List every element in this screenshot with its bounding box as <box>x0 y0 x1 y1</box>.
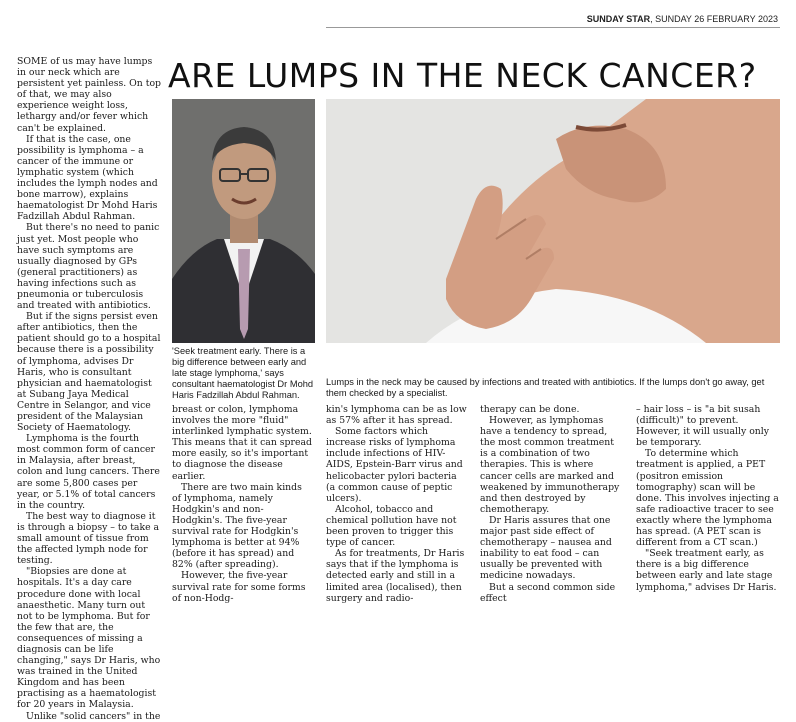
paragraph: Lymphoma is the fourth most common form of cancer in Malaysia, after breast, colon and lung cancers. There are some 5,800 cases per year, or 5.1% of total cancers in the country. <box>17 433 160 511</box>
paragraph: But if the signs persist even after antibiotics, then the patient should go to a hospital because there is a possibility of lymphoma, advises Dr Haris, who is consultant physician and haematologist at Subang Jaya Medical Centre in Selangor, and vice president of the Malaysian Society of Haematology. <box>17 311 161 434</box>
paragraph: SOME of us may have lumps in our neck which are persistent yet painless. On top of that, we may also experience weight loss, lethargy and/or fever which can't be explained. <box>17 56 162 134</box>
paragraph: therapy can be done. <box>480 404 580 415</box>
article-column-1 <box>17 56 162 722</box>
paragraph: To determine which treatment is applied, a PET (positron emission tomography) scan will be done. This involves injecting a safe radioactive tracer to see exactly where the lymphoma has spread. (A PET scan is different from a CT scan.) <box>636 448 779 549</box>
paragraph: "Seek treatment early, as there is a big difference between early and late stage lymphoma," advises Dr Haris. <box>636 548 777 593</box>
neck-illustration <box>326 99 780 343</box>
paragraph: The best way to diagnose it is through a biopsy – to take a small amount of tissue from the affected lymph node for testing. <box>17 510 160 567</box>
dateline-date: , SUNDAY 26 FEBRUARY 2023 <box>650 14 778 24</box>
paragraph: If that is the case, one possibility is lymphoma – a cancer of the immune or lymphatic system (which includes the lymph nodes and bone marrow), explains haematologist Dr Mohd Haris Fadzillah Abdul Rahman. <box>17 133 158 223</box>
paragraph: However, the five-year survival rate for some forms of non-Hodg- <box>172 570 306 604</box>
article-column-5 <box>636 404 781 593</box>
article-column-2 <box>172 404 312 604</box>
portrait-illustration <box>172 99 315 343</box>
photo-caption: Lumps in the neck may be caused by infections and treated with antibiotics. If the lumps don't go away, get them checked by a specialist. <box>326 377 765 399</box>
paragraph: But a second common side effect <box>480 581 616 604</box>
paragraph: However, as lymphomas have a tendency to spread, the most common treatment is a combination of two therapies. This is where cancer cells are marked and weakened by immunotherapy and then destroyed by chemotherapy. <box>480 415 620 515</box>
paragraph: – hair loss – is "a bit susah (difficult)" to prevent. However, it will usually only be temporary. <box>636 404 770 449</box>
paragraph: kin's lymphoma can be as low as 57% after it has spread. <box>326 404 467 427</box>
paragraph: "Biopsies are done at hospitals. It's a day care procedure done with local anaesthetic. Many turn out not to be lymphoma. But for the few that are, the consequences of missing a diagnosis can be life changing," says Dr Haris, who was trained in the United Kingdom and has been practising as a haematologist for 20 years in Malaysia. <box>17 566 161 711</box>
dateline-paper: SUNDAY STAR <box>586 14 651 24</box>
paragraph: As for treatments, Dr Haris says that if the lymphoma is detected early and still in a limited area (localised), then surgery and radio- <box>326 548 465 604</box>
paragraph: Alcohol, tobacco and chemical pollution have not been proven to trigger this type of cancer. <box>326 503 457 549</box>
neck-photo <box>326 99 780 343</box>
paragraph: breast or colon, lymphoma involves the more "fluid" interlinked lymphatic system. This means that it can spread more easily, so it's important to diagnose the disease earlier. <box>172 404 312 482</box>
paragraph: There are two main kinds of lymphoma, namely Hodgkin's and non-Hodgkin's. The five-year survival rate for Hodgkin's lymphoma is better at 94% (before it has spread) and 82% (after spreading). <box>172 481 302 571</box>
header-rule <box>326 27 780 28</box>
portrait-caption: 'Seek treatment early. There is a big difference between early and late stage lymphoma,' says consultant haematologist Dr Mohd Haris Fadzillah Abdul Rahman. <box>172 346 314 401</box>
headline: ARE LUMPS IN THE NECK CANCER? <box>168 56 757 95</box>
paragraph: Dr Haris assures that one major past side effect of chemotherapy – nausea and inability to eat food – can usually be prevented with medicine nowadays. <box>480 514 612 582</box>
article-column-3 <box>326 404 468 604</box>
dateline <box>587 14 778 24</box>
portrait-photo <box>172 99 315 343</box>
article-column-4 <box>480 404 620 604</box>
paragraph: But there's no need to panic just yet. Most people who have such symptoms are usually diagnosed by GPs (general practitioners) as having infections such as pneumonia or tuberculosis and treated with antibiotics. <box>17 222 160 312</box>
paragraph: Unlike "solid cancers" in the <box>26 710 161 722</box>
paragraph: Some factors which increase risks of lymphoma include infections of HIV-AIDS, Epstein-Barr virus and helicobacter pylori bacteria (a common cause of peptic ulcers). <box>326 426 463 504</box>
